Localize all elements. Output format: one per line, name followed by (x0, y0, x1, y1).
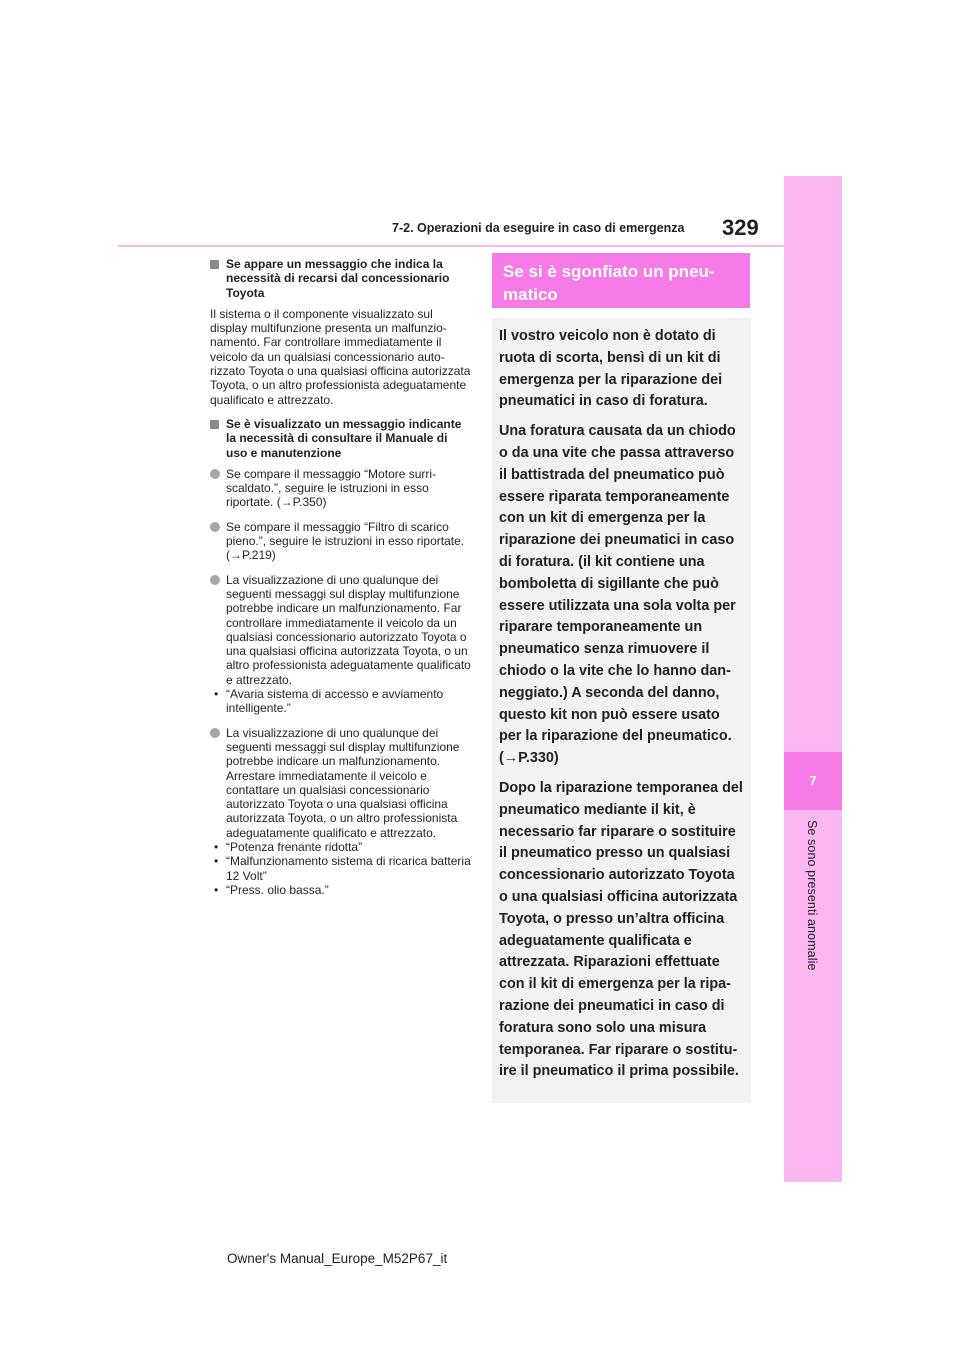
bullet-item (210, 573, 472, 716)
left-column (210, 257, 472, 907)
chapter-title: Se sono presenti anomalie (805, 820, 819, 971)
circle-bullet-icon (210, 522, 220, 532)
bullet-item (210, 520, 472, 563)
sub-item-text: “Press. olio bassa.” (226, 882, 329, 897)
square-bullet-icon (210, 260, 219, 269)
dot-marker-icon: • (214, 882, 219, 897)
sub-list-item (210, 883, 472, 897)
bullet-text: Se compare il messaggio “Motore surriscaldato.”, seguire le istruzioni in esso riportate. (→P.350) (226, 466, 437, 510)
bullet-item (210, 467, 472, 510)
sub-list-item (210, 687, 472, 716)
heading-manual-message (210, 417, 472, 460)
bullet-item (210, 726, 472, 898)
square-bullet-icon (210, 420, 219, 429)
chapter-side-strip (784, 176, 842, 1182)
sub-item-text: “Potenza frenante ridotta” (226, 839, 363, 854)
circle-bullet-icon (210, 469, 220, 479)
sub-item-text: “Avaria sistema di accesso e avviamento intelligente.” (226, 687, 444, 716)
info-paragraph: Una foratura causata da un chiodo o da una vite che passa attraverso il battistrada del pneumatico può essere riparata temporaneamente con un kit di emergenza per la riparazione dei pneumatici in caso di foratura. (il kit contiene una bomboletta di sigillante che può essere utilizzata una sola volta per riparare temporaneamente un pneumatico senza rimuovere il chiodo o la vite che lo hanno danneggiato.) A seconda del danno, questo kit non può essere usato per la riparazione del pneumatico. (→P.330) (499, 423, 736, 767)
dot-marker-icon: • (214, 687, 219, 702)
sub-list-item (210, 840, 472, 854)
sub-list-item (210, 854, 472, 883)
bullet-text: Se compare il messaggio “Filtro di scarico pieno.”, seguire le istruzioni in esso riportate. (→P.219) (226, 519, 465, 563)
section-title-box (492, 253, 750, 308)
section-title: 7-2. Operazioni da eseguire in caso di emergenza (392, 221, 685, 235)
bullet-text: La visualizzazione di uno qualunque dei seguenti messaggi sul display multifunzione potrebbe indicare un malfunzionamento. Far controllare immediatamente il veicolo da un qualsiasi concessionario autorizzato Toyota o una qualsiasi officina autorizzata Toyota, o un altro professionista adeguatamente qualificato e attrezzato. (226, 572, 471, 687)
circle-bullet-icon (210, 728, 220, 738)
info-paragraph: Dopo la riparazione temporanea del pneumatico mediante il kit, è necessario far riparare o sostituire il pneumatico presso un qualsiasi concessionario autorizzato Toyota o una qualsiasi officina autorizzata Toyota, o presso un’altra officina adeguatamente qualificata e attrezzata. Riparazioni effettuate con il kit di emergenza per la riparazione dei pneumatici in caso di foratura sono solo una misura temporanea. Far riparare o sostituire il pneumatico il prima possibile. (499, 779, 743, 1080)
section-box-title: Se si è sgonfiato un pneumatico (503, 262, 715, 304)
sub-item-text: “Malfunzionamento sistema di ricarica batteria 12 Volt” (226, 854, 471, 883)
bullet-text: La visualizzazione di uno qualunque dei seguenti messaggi sul display multifunzione potrebbe indicare un malfunzionamento. Arrestare immediatamente il veicolo e contattare un qualsiasi concessionario autorizzato Toyota o una qualsiasi officina autorizzata Toyota, o un altro professionista adeguatamente qualificato e attrezzato. (226, 725, 460, 840)
header-rule (118, 245, 784, 247)
heading-dealer-message (210, 257, 472, 300)
info-paragraph: Il vostro veicolo non è dotato di ruota di scorta, bensì di un kit di emergenza per la riparazione dei pneumatici in caso di foratura. (499, 328, 723, 410)
heading-text: Se è visualizzato un messaggio indicante la necessità di consultare il Manuale di uso e manutenzione (226, 416, 462, 460)
dot-marker-icon: • (214, 854, 219, 869)
paragraph: Il sistema o il componente visualizzato sul display multifunzione presenta un malfunzionamento. Far controllare immediatamente il veicolo da un qualsiasi concessionario autorizzato Toyota o una qualsiasi officina autorizzata Toyota, o un altro professionista adeguatamente qualificato e attrezzato. (210, 306, 471, 407)
dot-marker-icon: • (214, 839, 219, 854)
page-number: 329 (722, 215, 759, 240)
chapter-number-tab: 7 (784, 752, 842, 810)
footer-manual-id: Owner's Manual_Europe_M52P67_it (227, 1251, 448, 1266)
circle-bullet-icon (210, 575, 220, 585)
info-box-text (499, 326, 745, 1091)
heading-text: Se appare un messaggio che indica la necessità di recarsi dal concessionario Toyota (226, 257, 450, 300)
